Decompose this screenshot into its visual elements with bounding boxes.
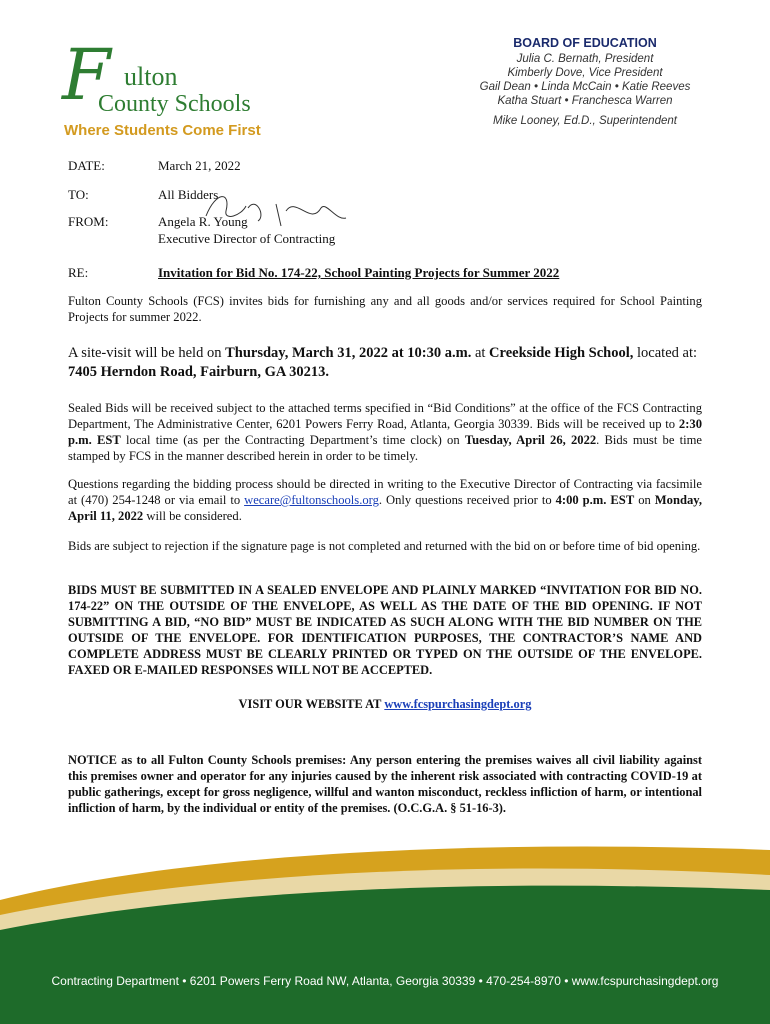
intro-paragraph: Fulton County Schools (FCS) invites bids for furnishing any and all goods and/or services required for School Painting Projects for summer 2022. <box>68 294 702 324</box>
site-visit-address: 7405 Herndon Road, Fairburn, GA 30213. <box>68 364 330 380</box>
sealed-text: . Bids must be time stamped by FCS in the manner described herein in order to be timely. <box>68 433 703 463</box>
board-member: Gail Dean • Linda McCain • Katie Reeves <box>479 81 691 93</box>
logo-line2: County Schools <box>98 91 251 117</box>
sealed-text: local time (as per the Contracting Department’s time clock) on <box>120 433 465 447</box>
logo-initial: F <box>62 34 111 116</box>
footer-address: Contracting Department • 6201 Powers Ferry Road NW, Atlanta, Georgia 30339 • 470-254-8970 • www.fcspurchasingdept.org <box>51 974 719 988</box>
email-link[interactable]: wecare@fultonschools.org <box>244 493 379 507</box>
logo-tagline: Where Students Come First <box>64 122 261 139</box>
questions-text: on <box>634 493 655 507</box>
from-name: Angela R. Young <box>158 214 248 229</box>
site-visit-text: A site-visit will be held on <box>68 345 226 361</box>
site-visit-when: Thursday, March 31, 2022 at 10:30 a.m. <box>225 345 472 361</box>
date-label: DATE: <box>68 158 105 173</box>
rejection-paragraph: Bids are subject to rejection if the signature page is not completed and returned with the bid on or before time of bid opening. <box>68 539 701 553</box>
logo-line1: ulton <box>124 62 178 91</box>
questions-text: . Only questions received prior to <box>378 493 556 507</box>
website-line <box>68 696 702 712</box>
board-member: Kimberly Dove, Vice President <box>507 67 663 79</box>
to-label: TO: <box>68 187 89 202</box>
questions-deadline-date: Monday, April 11, 2022 <box>68 493 703 523</box>
bid-due-time: 2:30 p.m. EST <box>68 417 702 447</box>
board-member: Katha Stuart • Franchesca Warren <box>497 95 673 107</box>
site-visit-text: at <box>471 345 490 361</box>
from-title: Executive Director of Contracting <box>158 231 336 246</box>
submission-notice: BIDS MUST BE SUBMITTED IN A SEALED ENVELOPE AND PLAINLY MARKED “INVITATION FOR BID NO. 174-22” ON THE OUTSIDE OF THE ENVELOPE, AS WELL AS THE DATE OF THE BID OPENING. IF NOT SUBMITTING A BID, “NO BID” MUST BE INDICATED AS SUCH ALONG WITH THE BID NUMBER ON THE OUTSIDE OF THE ENVELOPE. FOR IDENTIFICATION PURPOSES, THE CONTRACTOR’S NAME AND COMPLETE ADDRESS MUST BE CLEARLY PRINTED OR TYPED ON THE OUTSIDE OF THE ENVELOPE. FAXED OR E-MAILED RESPONSES WILL NOT BE ACCEPTED. <box>68 583 702 677</box>
questions-text: Questions regarding the bidding process should be directed in writing to the Executive Director of Contracting via facsimile at (470) 254-1248 or via email to <box>68 477 702 507</box>
superintendent: Mike Looney, Ed.D., Superintendent <box>493 115 677 127</box>
board-title: BOARD OF EDUCATION <box>513 36 657 50</box>
website-label: VISIT OUR WEBSITE AT <box>238 697 385 711</box>
questions-paragraph <box>68 476 702 524</box>
questions-text: will be considered. <box>143 509 242 523</box>
re-subject: Invitation for Bid No. 174-22, School Painting Projects for Summer 2022 <box>158 265 560 280</box>
board-member: Julia C. Bernath, President <box>516 53 654 65</box>
sealed-text: Sealed Bids will be received subject to the attached terms specified in “Bid Conditions” at the office of the FCS Contracting Department, The Administrative Center, 6201 Powers Ferry Road, Atlanta, Georgia 30339. Bids will be received up to <box>68 401 702 431</box>
board-of-education <box>460 36 710 128</box>
questions-deadline-time: 4:00 p.m. EST <box>555 493 635 507</box>
footer-swoosh <box>0 830 770 1024</box>
signature <box>196 186 356 236</box>
site-visit-where: Creekside High School, <box>489 345 634 361</box>
site-visit-text: located at: <box>633 345 697 361</box>
fcs-logo <box>62 34 262 146</box>
to-value: All Bidders <box>158 187 219 202</box>
website-link[interactable]: www.fcspurchasingdept.org <box>384 697 532 711</box>
sealed-bids-paragraph <box>68 400 702 464</box>
re-label: RE: <box>68 265 89 280</box>
site-visit-paragraph <box>68 344 702 382</box>
from-label: FROM: <box>68 214 109 229</box>
date-value: March 21, 2022 <box>158 158 241 173</box>
bid-due-date: Tuesday, April 26, 2022 <box>464 433 597 447</box>
covid-notice: NOTICE as to all Fulton County Schools premises: Any person entering the premises waives all civil liability against this premises owner and operator for any injuries caused by the inherent risk associated with contracting COVID-19 at public gatherings, except for gross negligence, willful and wanton misconduct, reckless infliction of harm, or intentional infliction of harm, by the individual or entity of the premises. (O.C.G.A. § 51-16-3). <box>68 753 702 815</box>
